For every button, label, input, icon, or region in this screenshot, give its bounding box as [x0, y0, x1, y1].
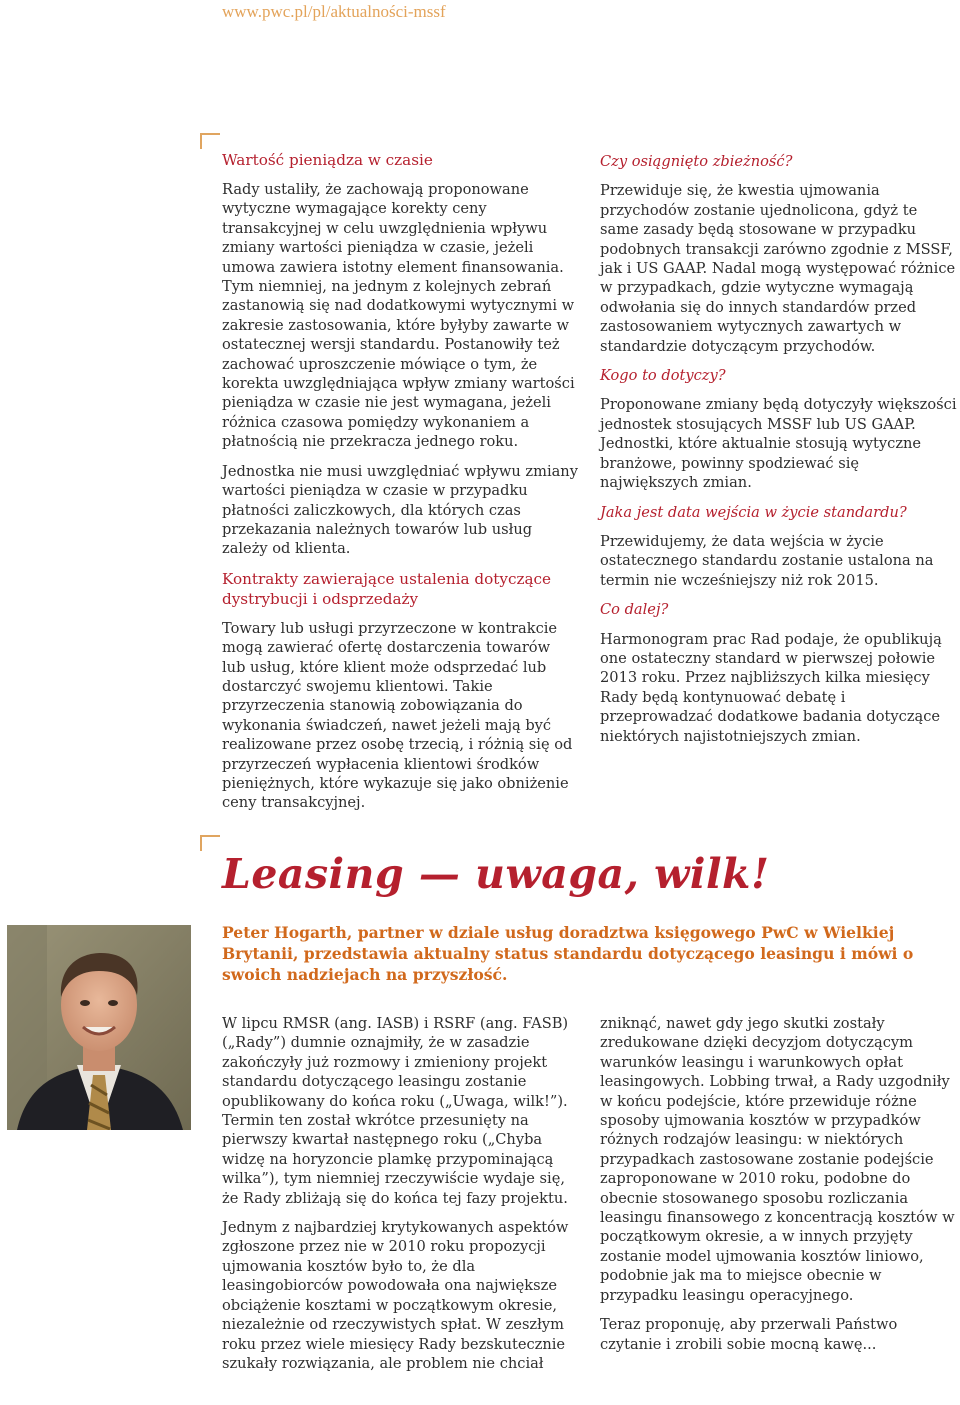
article-corner-mark: [200, 835, 220, 851]
section-heading-distribution: Kontrakty zawierające ustalenia dotyczące dystrybucji i odsprzedaży: [222, 569, 552, 608]
paragraph: zniknąć, nawet gdy jego skutki zostały zredukowane dzięki decyzjom dotyczącym warunków leasingu i warunkowych opłat leasingowych. Lobbing trwał, a Rady uzgodniły w końcu podejście, które przewiduje różne sposoby ujmowania kosztów w przypadków różnych rodzajów leasingu: w niektórych przypadkach zastosowane zostanie podejście zaproponowane w 2010 roku, podobne do obecnie stosowanego sposobu rozliczania leasingu finansowego z koncentracją kosztów w początkowym okresie, a w innych przyjęty zostanie model ujmowania kosztów liniowo, podobnie jak ma to miejsce obecnie w przypadku leasingu operacyjnego.: [600, 1015, 955, 1304]
top-right-column: [600, 152, 958, 746]
paragraph: Towary lub usługi przyrzeczone w kontrakcie mogą zawierać ofertę dostarczenia towarów lub usług, które klient może odsprzedać lub dostarczyć swojemu klientowi. Takie przyrzeczenia stanowią zobowiązania do wykonania świadczeń, nawet jeżeli mają być realizowane przez osobę trzecią, i różnią się od przyrzeczeń wypłacenia klientowi środków pieniężnych, które wykazuje się jako obniżenie ceny transakcyjnej.: [222, 619, 573, 812]
answer-paragraph: Proponowane zmiany będą dotyczyły większości jednostek stosujących MSSF lub US GAAP. Jednostki, które aktualnie stosują wytyczne branżowe, powinny spodziewać się największych zmian.: [600, 396, 957, 492]
question-heading: Co dalej?: [600, 601, 669, 619]
top-left-column: [222, 150, 578, 813]
question-heading: Kogo to dotyczy?: [600, 367, 726, 385]
question-heading: Jaka jest data wejścia w życie standardu?: [600, 503, 907, 521]
article-lead: Peter Hogarth, partner w dziale usług doradztwa księgowego PwC w Wielkiej Brytanii, przedstawia aktualny status standardu dotyczącego leasingu i mówi o swoich nadziejach na przyszłość.: [222, 923, 914, 984]
paragraph: Jednostka nie musi uwzględniać wpływu zmiany wartości pieniądza w czasie w przypadku płatności zaliczkowych, dla których czas przekazania należnych towarów lub usług zależy od klienta.: [222, 462, 578, 558]
question-heading: Czy osiągnięto zbieżność?: [600, 153, 793, 170]
answer-paragraph: Przewidujemy, że data wejścia w życie ostatecznego standardu zostanie ustalona na termin nie wcześniejszy niż rok 2015.: [600, 532, 934, 589]
paragraph: Teraz proponuję, aby przerwali Państwo czytanie i zrobili sobie mocną kawę...: [600, 1316, 898, 1353]
section-heading-time-value: Wartość pieniądza w czasie: [222, 151, 433, 169]
paragraph: Jednym z najbardziej krytykowanych aspektów zgłoszone przez nie w 2010 roku propozycji ujmowania kosztów było to, że dla leasingobiorców powodowała ona największe obciążenie kosztami w początkowym okresie, niezależnie od rzeczywistych spłat. W zeszłym roku przez wiele miesięcy Rady bezskutecznie szukały rozwiązania, ale problem nie chciał: [222, 1219, 569, 1372]
paragraph: Rady ustaliły, że zachowają proponowane wytyczne wymagające korekty ceny transakcyjnej w celu uwzględnienia wpływu zmiany wartości pieniądza w czasie, jeżeli umowa zawiera istotny element finansowania. Tym niemniej, na jednym z kolejnych zebrań zastanowią się nad dodatkowymi wytycznymi w zakresie zastosowania, które byłyby zawarte w ostatecznej wersji standardu. Postanowiły też zachować uproszczenie mówiące o tym, że korekta uwzględniająca wpływ zmiany wartości pieniądza w czasie nie jest wymagana, jeżeli różnica czasowa pomiędzy wykonaniem a płatnością nie przekracza jednego roku.: [222, 181, 575, 451]
answer-paragraph: Harmonogram prac Rad podaje, że opublikują one ostateczny standard w pierwszej połowie 2013 roku. Przez najbliższych kilka miesięcy Rady będą kontynuować debatę i przeprowadzać dodatkowe badania dotyczące niektórych najistotniejszych zmian.: [600, 630, 942, 745]
article-left-column: [222, 1014, 578, 1373]
author-photo: [7, 925, 191, 1130]
article-headline: Leasing — uwaga, wilk!: [222, 850, 770, 898]
article-right-column: [600, 1014, 956, 1354]
header-url: www.pwc.pl/pl/aktualności-mssf: [222, 2, 446, 21]
answer-paragraph: Przewiduje się, że kwestia ujmowania przychodów zostanie ujednolicona, gdyż te same zasady będą stosowane w przypadku podobnych transakcji zarówno zgodnie z MSSF, jak i US GAAP. Nadal mogą występować różnice w przypadkach, gdzie wytyczne wymagają odwołania się do innych standardów przed zastosowaniem wytycznych zawartych w standardzie dotyczącym przychodów.: [600, 182, 956, 355]
paragraph: W lipcu RMSR (ang. IASB) i RSRF (ang. FASB) („Rady”) dumnie oznajmiły, że w zasadzie zakończyły już rozmowy i zmieniony projekt standardu dotyczącego leasingu zostanie opublikowany do końca roku („Uwaga, wilk!”). Termin ten został wkrótce przesunięty na pierwszy kwartał następnego roku („Chyba widzę na horyzoncie plamkę przypominającą wilka”), tym niemniej rzeczywiście wydaje się, że Rady zbliżają się do końca tej fazy projektu.: [222, 1015, 569, 1207]
section-corner-mark: [200, 133, 220, 149]
